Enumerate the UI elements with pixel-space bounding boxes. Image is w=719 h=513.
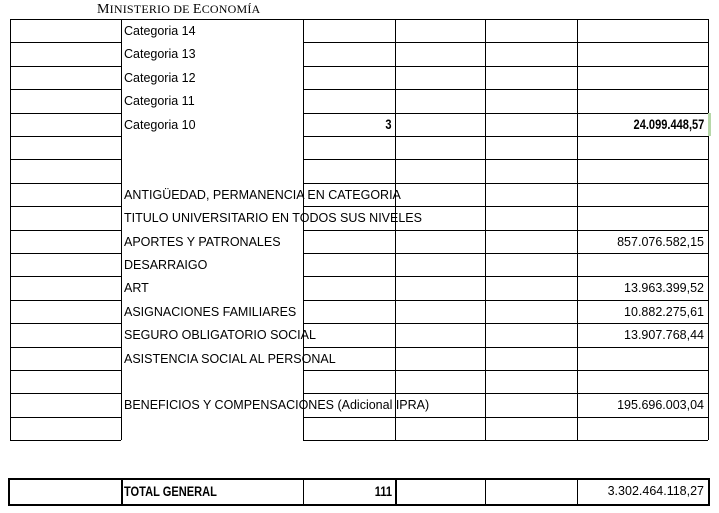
row-label: ASIGNACIONES FAMILIARES (124, 304, 297, 319)
grid-line (708, 478, 710, 506)
row-amount-value: 10.882.275,61 (624, 304, 704, 319)
row-amount (577, 42, 708, 65)
row-label: APORTES Y PATRONALES (124, 234, 281, 249)
grid-line (10, 370, 121, 371)
row-amount (577, 89, 708, 112)
row-label: SEGURO OBLIGATORIO SOCIAL (124, 327, 316, 342)
row-count (303, 159, 395, 182)
row-label (121, 159, 124, 182)
total-count-value: 111 (374, 483, 392, 499)
row-label: Categoria 13 (124, 46, 196, 61)
row-count (303, 417, 395, 440)
row-amount (577, 159, 708, 182)
grid-line (303, 440, 708, 441)
row-label: TITULO UNIVERSITARIO EN TODOS SUS NIVELES (124, 210, 422, 225)
total-amount-value: 3.302.464.118,27 (607, 484, 704, 498)
row-count (303, 393, 395, 416)
grid-line (10, 393, 121, 394)
row-count (303, 66, 395, 89)
row-amount (577, 66, 708, 89)
row-amount (577, 300, 708, 323)
row-label: BENEFICIOS Y COMPENSACIONES (Adicional IPRA) (124, 397, 430, 412)
grid-line (10, 183, 121, 184)
row-amount-value: 857.076.582,15 (617, 234, 704, 249)
grid-line (10, 230, 121, 231)
grid-line (10, 19, 11, 440)
grid-line (708, 19, 709, 440)
row-amount (577, 206, 708, 229)
row-label: ANTIGÜEDAD, PERMANENCIA EN CATEGORIA (124, 187, 401, 202)
row-count (303, 136, 395, 159)
row-count (303, 206, 395, 229)
grid-line (485, 19, 486, 440)
row-label: Categoria 11 (124, 93, 195, 108)
row-amount (577, 230, 708, 253)
row-count (303, 89, 395, 112)
grid-line (10, 136, 121, 137)
row-count-value: 3 (385, 117, 392, 132)
row-amount-value: 13.963.399,52 (624, 280, 704, 295)
row-count (303, 253, 395, 276)
grid-line (10, 89, 121, 90)
grid-line (395, 19, 396, 440)
row-count (303, 19, 395, 42)
grid-line (10, 113, 121, 114)
grid-line (485, 478, 486, 504)
edge-mark (708, 113, 711, 136)
grid-line (10, 347, 121, 348)
total-label (121, 478, 237, 504)
grid-line (10, 417, 121, 418)
row-count (303, 183, 395, 206)
row-count (303, 276, 395, 299)
total-label-text: TOTAL GENERAL (124, 483, 217, 499)
grid-line (10, 440, 121, 441)
row-label: Categoria 12 (124, 70, 196, 85)
row-count (303, 300, 395, 323)
row-amount-value: 195.696.003,04 (617, 397, 704, 412)
row-count (303, 323, 395, 346)
ministry-header: MINISTERIO DE ECONOMÍA (97, 2, 261, 17)
row-amount-value: 13.907.768,44 (624, 327, 704, 342)
row-label: DESARRAIGO (124, 257, 208, 272)
grid-line (8, 478, 10, 506)
row-amount-value: 24.099.448,57 (633, 117, 704, 132)
row-amount (577, 417, 708, 440)
row-label (121, 417, 124, 440)
row-label (121, 136, 124, 159)
row-amount (577, 183, 708, 206)
row-amount (577, 347, 708, 370)
row-amount (577, 136, 708, 159)
row-amount (577, 253, 708, 276)
row-count (303, 113, 395, 136)
grid-line (10, 253, 121, 254)
row-amount (577, 276, 708, 299)
grid-line (10, 300, 121, 301)
grid-line (10, 276, 121, 277)
row-label: Categoria 14 (124, 23, 196, 38)
row-label: ASISTENCIA SOCIAL AL PERSONAL (124, 351, 336, 366)
grid-line (8, 504, 710, 506)
row-amount (577, 113, 708, 136)
grid-line (10, 206, 121, 207)
row-amount (577, 323, 708, 346)
row-amount (577, 19, 708, 42)
row-amount (577, 393, 708, 416)
grid-line (10, 19, 121, 20)
grid-line (10, 323, 121, 324)
total-count (303, 478, 395, 504)
row-count (303, 230, 395, 253)
grid-line (10, 42, 121, 43)
row-count (303, 42, 395, 65)
row-amount (577, 370, 708, 393)
row-label: Categoria 10 (124, 117, 196, 132)
grid-line (10, 159, 121, 160)
grid-line (10, 66, 121, 67)
row-count (303, 370, 395, 393)
row-count (303, 347, 395, 370)
total-amount (577, 478, 708, 504)
row-label (121, 370, 124, 393)
row-label: ART (124, 280, 149, 295)
grid-line (395, 478, 397, 504)
